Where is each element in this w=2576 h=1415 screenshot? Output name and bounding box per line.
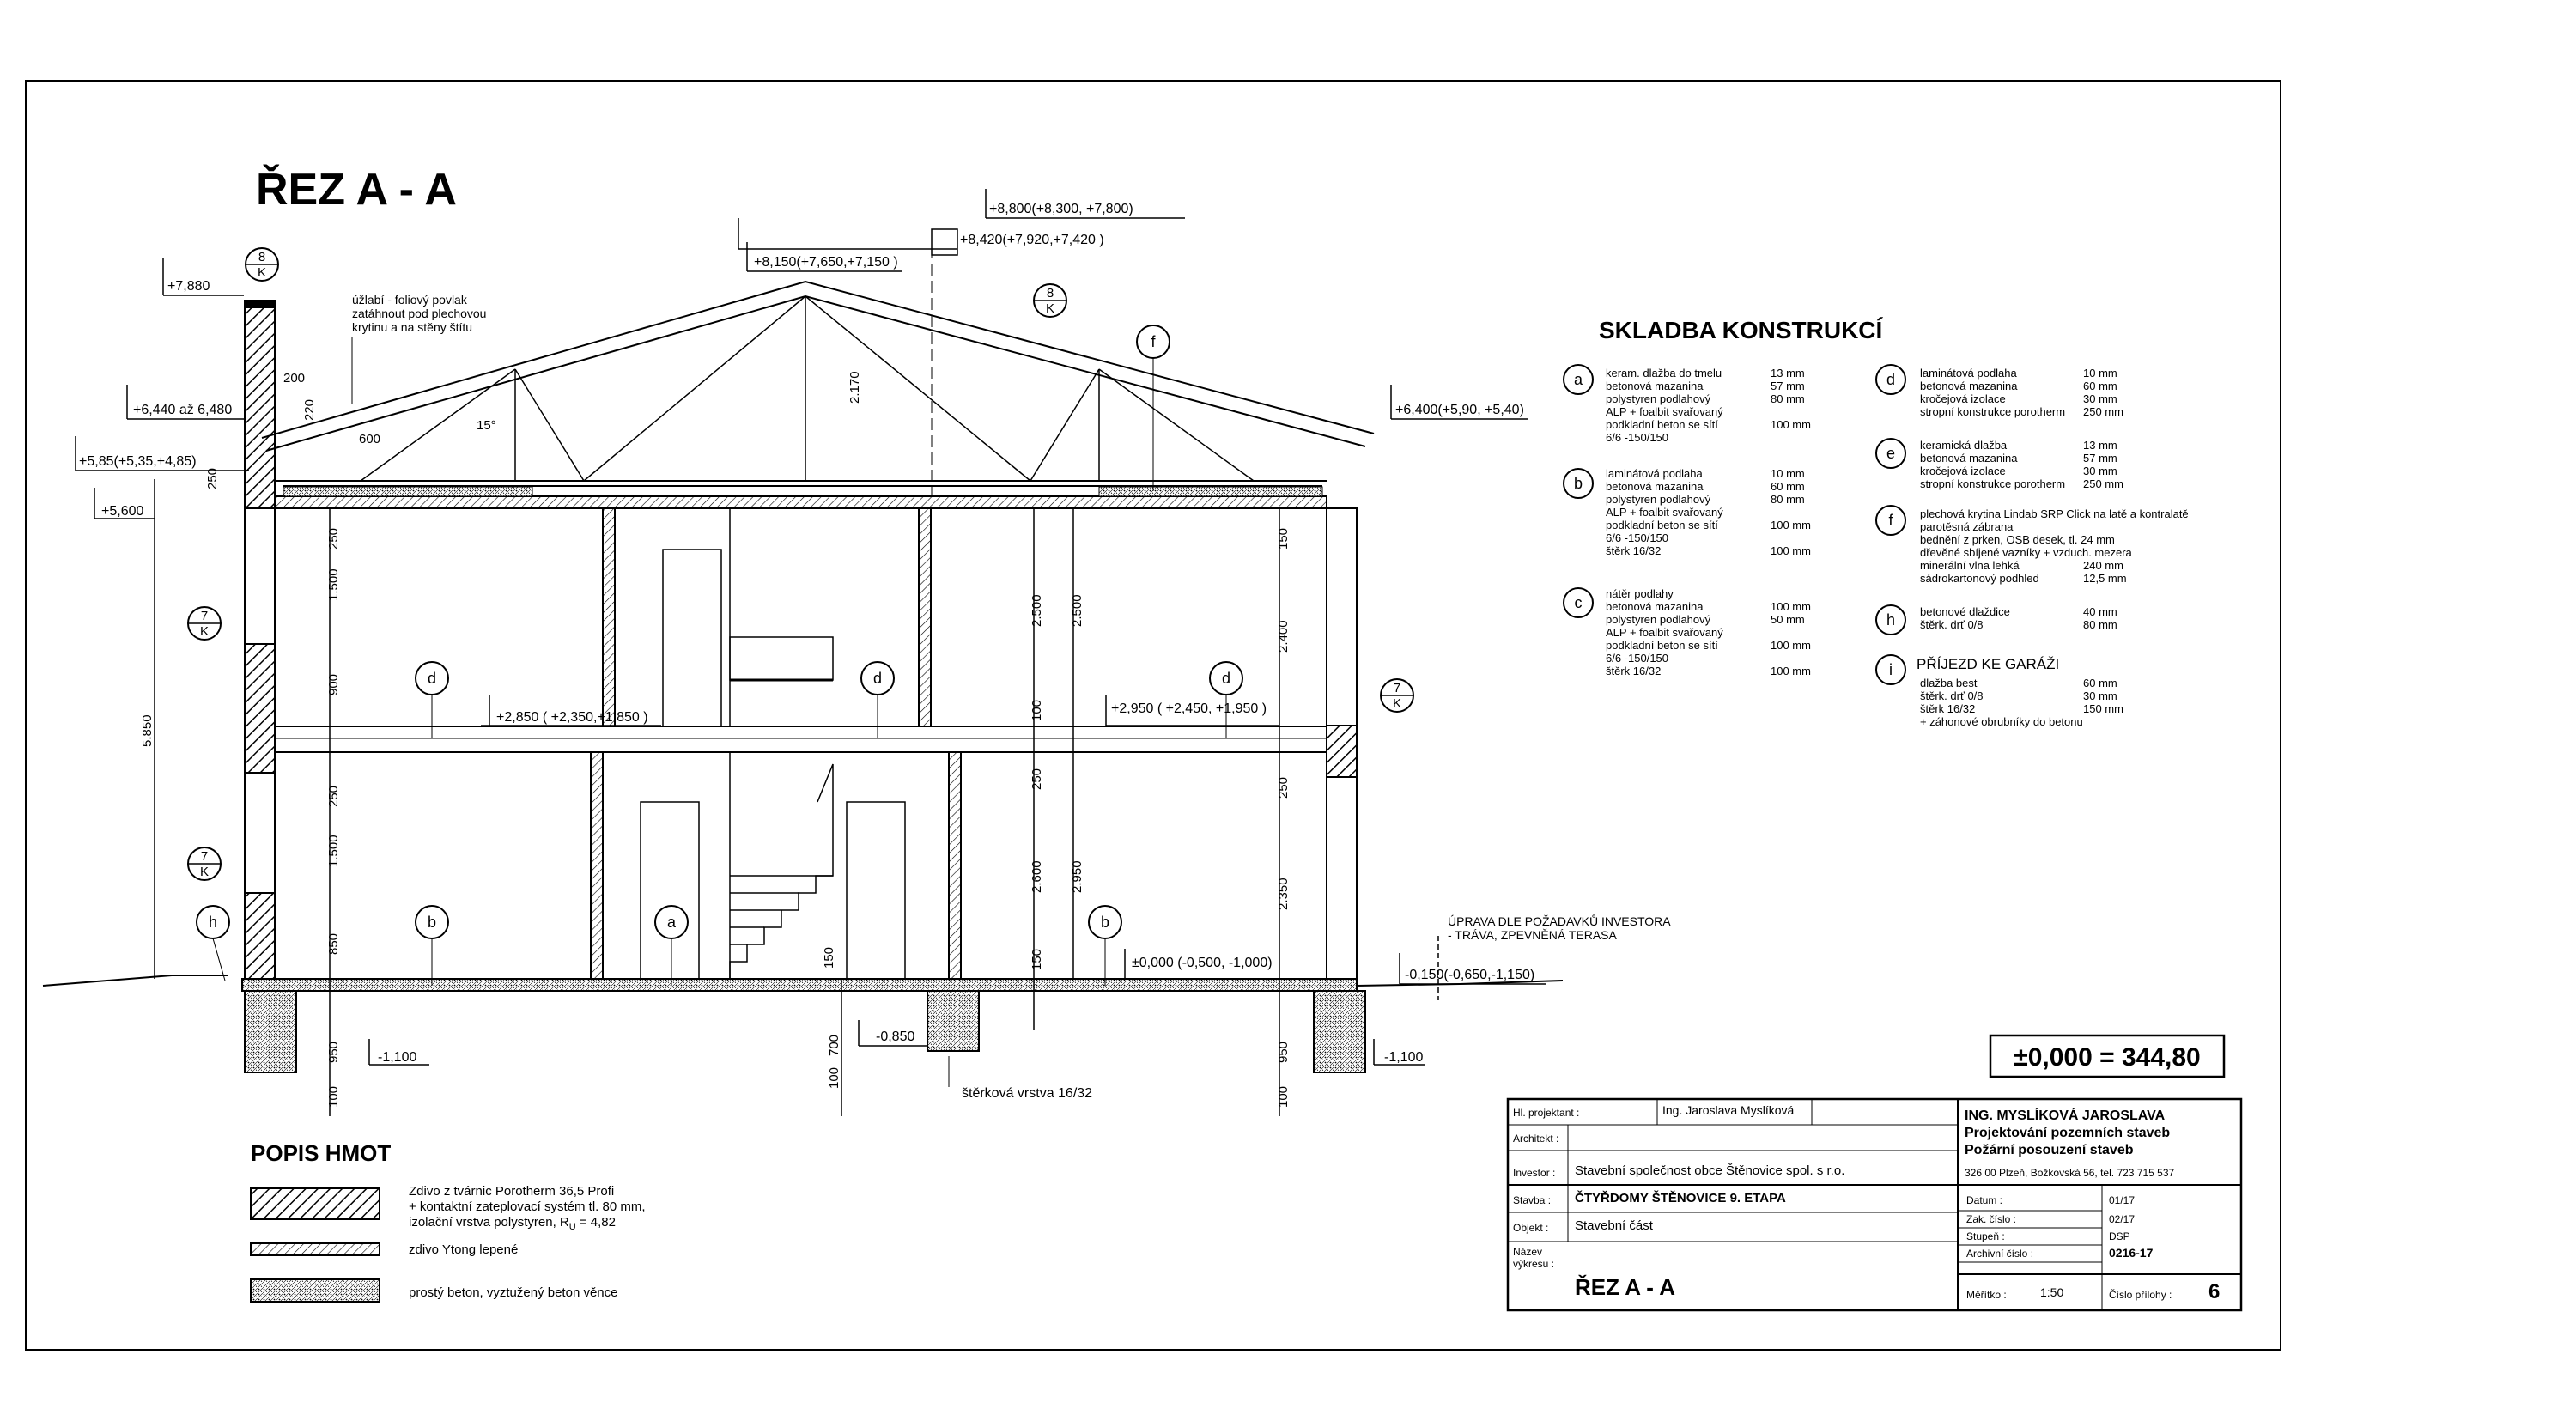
- svg-text:8: 8: [258, 250, 266, 264]
- tb-label-datum: Datum :: [1966, 1194, 2003, 1206]
- dim-250-c: 250: [1030, 768, 1044, 790]
- svg-text:minerální vlna lehká: minerální vlna lehká: [1920, 559, 2020, 572]
- tb-label-meritko: Měřítko :: [1966, 1289, 2007, 1301]
- drawing-marker-h: [197, 906, 229, 938]
- svg-text:240 mm: 240 mm: [2083, 559, 2123, 572]
- tb-label-architekt: Architekt :: [1513, 1133, 1559, 1145]
- svg-text:6/6 -150/150: 6/6 -150/150: [1606, 431, 1669, 444]
- svg-text:7: 7: [200, 609, 209, 623]
- dim-950-b: 950: [1276, 1041, 1291, 1063]
- svg-text:100 mm: 100 mm: [1771, 418, 1811, 431]
- svg-text:stropní konstrukce porotherm: stropní konstrukce porotherm: [1920, 477, 2066, 490]
- drawing-marker-b-1: [416, 906, 448, 938]
- terrain-note-2: - TRÁVA, ZPEVNĚNÁ TERASA: [1448, 928, 1617, 942]
- svg-text:80 mm: 80 mm: [1771, 392, 1805, 405]
- svg-text:6/6 -150/150: 6/6 -150/150: [1606, 652, 1669, 665]
- dim-2600: 2.600: [1030, 860, 1044, 893]
- svg-text:250 mm: 250 mm: [2083, 477, 2123, 490]
- wall-left-window-2: [245, 893, 275, 979]
- tb-investor: Stavební společnost obce Štěnovice spol. s r.o.: [1575, 1163, 1845, 1178]
- drawing-marker-d-3: [1210, 662, 1242, 695]
- svg-text:d: d: [1886, 371, 1896, 388]
- composition-i: [1876, 655, 2123, 728]
- dim-1500-a: 1.500: [326, 568, 341, 601]
- svg-text:podkladní beton se sítí: podkladní beton se sítí: [1606, 519, 1718, 531]
- svg-text:40 mm: 40 mm: [2083, 605, 2117, 618]
- svg-text:60 mm: 60 mm: [2083, 677, 2117, 689]
- section-marker-7k-2: [1381, 679, 1413, 712]
- svg-text:60 mm: 60 mm: [2083, 380, 2117, 392]
- svg-text:polystyren podlahový: polystyren podlahový: [1606, 493, 1711, 506]
- dim-250-d: 250: [1276, 776, 1291, 799]
- level-lines: [76, 189, 1546, 1116]
- section-marker-8k-right: [1034, 284, 1066, 317]
- svg-text:štěrk 16/32: štěrk 16/32: [1920, 702, 1976, 715]
- svg-text:podkladní beton se sítí: podkladní beton se sítí: [1606, 418, 1718, 431]
- svg-text:betonové dlaždice: betonové dlaždice: [1920, 605, 2010, 618]
- dim-250-b: 250: [326, 785, 341, 807]
- tb-datum: 01/17: [2109, 1194, 2136, 1206]
- svg-text:8: 8: [1046, 286, 1054, 301]
- svg-text:13 mm: 13 mm: [2083, 439, 2117, 452]
- svg-text:kročejová izolace: kročejová izolace: [1920, 465, 2006, 477]
- wall-left-window-1: [245, 644, 275, 773]
- level-left-eave: +6,440 až 6,480: [133, 403, 233, 417]
- svg-text:250 mm: 250 mm: [2083, 405, 2123, 418]
- svg-text:60 mm: 60 mm: [1771, 480, 1805, 493]
- level-floor1: ±0,000 (-0,500, -1,000): [1132, 956, 1273, 970]
- door-upper: [663, 550, 721, 726]
- dim-200: 200: [283, 371, 306, 386]
- dim-150-a: 150: [1030, 948, 1044, 970]
- svg-text:dřevěné sbíjené vazníky + vzdu: dřevěné sbíjené vazníky + vzduch. mezera: [1920, 546, 2132, 559]
- svg-text:c: c: [1574, 594, 1583, 611]
- tb-label-investor: Investor :: [1513, 1167, 1556, 1179]
- level-floor2-right: +2,950 ( +2,450, +1,950 ): [1111, 701, 1267, 716]
- svg-text:betonová mazanina: betonová mazanina: [1920, 452, 2018, 465]
- tb-label-projektant: Hl. projektant :: [1513, 1107, 1580, 1119]
- svg-text:betonová mazanina: betonová mazanina: [1606, 380, 1704, 392]
- insulation-left: [283, 487, 532, 496]
- section-marker-7k-3: [188, 847, 221, 880]
- tb-label-archiv: Archivní číslo :: [1966, 1248, 2034, 1260]
- floor-slab: [275, 726, 1327, 752]
- svg-text:a: a: [1573, 371, 1583, 388]
- svg-text:laminátová podlaha: laminátová podlaha: [1606, 467, 1703, 480]
- level-right-eave: +6,400(+5,90, +5,40): [1395, 403, 1524, 417]
- terrain-left: [43, 975, 228, 986]
- svg-text:12,5 mm: 12,5 mm: [2083, 572, 2127, 585]
- partition-lower-2: [949, 752, 961, 979]
- dim-1500-b: 1.500: [326, 835, 341, 867]
- partition-upper-2: [919, 508, 931, 726]
- svg-text:betonová mazanina: betonová mazanina: [1606, 480, 1704, 493]
- svg-text:ALP + foalbit svařovaný: ALP + foalbit svařovaný: [1606, 506, 1723, 519]
- tb-label-nazev-1: Název: [1513, 1246, 1543, 1258]
- dim-100-a: 100: [326, 1085, 341, 1108]
- svg-text:kročejová izolace: kročejová izolace: [1920, 392, 2006, 405]
- composition-d: [1876, 365, 2123, 418]
- svg-text:100 mm: 100 mm: [1771, 544, 1811, 557]
- dim-150-c: 150: [822, 946, 836, 969]
- level-left-5850: +5,85(+5,35,+4,85): [79, 454, 197, 469]
- dim-2950: 2.950: [1070, 860, 1084, 893]
- dim-250-e: 250: [205, 467, 220, 489]
- level-foot-right: -1,100: [1384, 1050, 1424, 1065]
- svg-text:7: 7: [1393, 681, 1401, 695]
- tb-label-objekt: Objekt :: [1513, 1222, 1549, 1234]
- level-ridge-mid: +8,420(+7,920,+7,420 ): [960, 233, 1104, 247]
- tb-zak: 02/17: [2109, 1213, 2136, 1225]
- foundation-left: [245, 991, 296, 1072]
- gravel-note: štěrková vrstva 16/32: [962, 1086, 1093, 1101]
- partition-lower-1: [591, 752, 603, 979]
- svg-text:a: a: [666, 914, 677, 931]
- svg-text:10 mm: 10 mm: [2083, 367, 2117, 380]
- svg-text:polystyren podlahový: polystyren podlahový: [1606, 613, 1711, 626]
- svg-text:K: K: [1045, 301, 1055, 316]
- chimney-wall: [245, 301, 275, 508]
- level-left-5600: +5,600: [101, 504, 144, 519]
- svg-text:+ kontaktní zateplovací systém: + kontaktní zateplovací systém tl. 80 mm,: [409, 1199, 646, 1214]
- svg-text:7: 7: [200, 849, 209, 864]
- svg-text:d: d: [1221, 670, 1231, 687]
- foundation-mid: [927, 991, 979, 1051]
- tb-archiv: 0216-17: [2109, 1246, 2154, 1260]
- tb-meritko: 1:50: [2040, 1285, 2064, 1299]
- svg-text:zdivo Ytong lepené: zdivo Ytong lepené: [409, 1242, 519, 1257]
- dim-2170: 2.170: [848, 371, 862, 404]
- ceiling-slab: [275, 496, 1327, 508]
- svg-text:bednění z prken, OSB desek, tl: bednění z prken, OSB desek, tl. 24 mm: [1920, 533, 2115, 546]
- composition-a: [1564, 365, 1811, 444]
- svg-text:100 mm: 100 mm: [1771, 665, 1811, 677]
- roof-angle: 15°: [477, 418, 496, 433]
- svg-text:100 mm: 100 mm: [1771, 519, 1811, 531]
- svg-text:dlažba best: dlažba best: [1920, 677, 1978, 689]
- composition-h: [1876, 605, 2117, 635]
- svg-text:f: f: [1151, 333, 1156, 350]
- svg-text:30 mm: 30 mm: [2083, 689, 2117, 702]
- gutter-note-3: krytinu a na stěny štítu: [352, 320, 473, 334]
- foundation-right: [1314, 991, 1365, 1072]
- svg-text:e: e: [1886, 445, 1896, 462]
- dim-100-c: 100: [1276, 1085, 1291, 1108]
- svg-text:ALP + foalbit svařovaný: ALP + foalbit svařovaný: [1606, 626, 1723, 639]
- tb-projektant: Ing. Jaroslava Myslíková: [1662, 1103, 1795, 1117]
- tb-objekt: Stavební část: [1575, 1218, 1653, 1233]
- svg-text:30 mm: 30 mm: [2083, 392, 2117, 405]
- svg-text:štěrk. drť 0/8: štěrk. drť 0/8: [1920, 689, 1984, 702]
- tb-company-1: ING. MYSLÍKOVÁ JAROSLAVA: [1965, 1108, 2166, 1123]
- tb-stupen: DSP: [2109, 1230, 2130, 1242]
- svg-text:ALP + foalbit svařovaný: ALP + foalbit svařovaný: [1606, 405, 1723, 418]
- svg-text:6/6 -150/150: 6/6 -150/150: [1606, 531, 1669, 544]
- svg-text:b: b: [1100, 914, 1110, 931]
- svg-text:K: K: [199, 624, 210, 639]
- drawing-marker-a: [655, 906, 688, 938]
- svg-text:h: h: [1886, 611, 1896, 629]
- level-reference-box: [1990, 1035, 2224, 1077]
- dim-850: 850: [326, 932, 341, 955]
- dim-700: 700: [827, 1034, 841, 1056]
- drawing-marker-f: [1137, 325, 1170, 358]
- svg-text:80 mm: 80 mm: [1771, 493, 1805, 506]
- tb-company-3: Požární posouzení staveb: [1965, 1143, 2134, 1157]
- composition-c: [1564, 587, 1811, 677]
- tb-nazev: ŘEZ A - A: [1575, 1274, 1675, 1300]
- level-ridge-top: +8,800(+8,300, +7,800): [989, 202, 1133, 216]
- composition-e: [1876, 439, 2123, 490]
- section-marker-8k-left: [246, 248, 278, 281]
- svg-text:10 mm: 10 mm: [1771, 467, 1805, 480]
- svg-text:d: d: [872, 670, 883, 687]
- tb-label-zak: Zak. číslo :: [1966, 1213, 2017, 1225]
- svg-text:30 mm: 30 mm: [2083, 465, 2117, 477]
- svg-text:b: b: [1573, 475, 1583, 492]
- svg-text:sádrokartonový podhled: sádrokartonový podhled: [1920, 572, 2039, 585]
- svg-text:57 mm: 57 mm: [1771, 380, 1805, 392]
- materials-heading: POPIS HMOT: [251, 1140, 392, 1166]
- section-title: ŘEZ A - A: [256, 165, 457, 215]
- level-foot-mid: -0,850: [876, 1029, 915, 1044]
- drawing-marker-d-2: [861, 662, 894, 695]
- material-beton: [251, 1279, 617, 1302]
- tb-label-stavba: Stavba :: [1513, 1194, 1552, 1206]
- material-porotherm: [251, 1184, 646, 1232]
- level-chimney-top: +7,880: [167, 279, 210, 294]
- level-ridge-low: +8,150(+7,650,+7,150 ): [754, 255, 898, 270]
- section-marker-7k-1: [188, 607, 221, 640]
- level-terrain-right: -0,150(-0,650,-1,150): [1405, 968, 1535, 982]
- svg-text:izolační vrstva polystyren, RU: izolační vrstva polystyren, $R_U = 4,82$: [409, 1215, 616, 1232]
- tb-label-nazev-2: výkresu :: [1513, 1258, 1555, 1270]
- chimney-cap: [245, 301, 275, 307]
- svg-text:+ záhonové obrubníky do betonu: + záhonové obrubníky do betonu: [1920, 715, 2083, 728]
- wall-right-lintel: [1327, 726, 1357, 777]
- tb-label-stupen: Stupeň :: [1966, 1230, 2005, 1242]
- dim-250-a: 250: [326, 527, 341, 550]
- composition-b: [1564, 467, 1811, 557]
- dim-2350: 2.350: [1276, 878, 1291, 910]
- tb-company-2: Projektování pozemních staveb: [1965, 1126, 2171, 1140]
- level-floor2-left: +2,850 ( +2,350,+1,850 ): [496, 710, 648, 725]
- svg-text:d: d: [427, 670, 437, 687]
- svg-text:podkladní beton se sítí: podkladní beton se sítí: [1606, 639, 1718, 652]
- drawing-marker-b-2: [1089, 906, 1121, 938]
- svg-text:štěrk 16/32: štěrk 16/32: [1606, 544, 1662, 557]
- svg-text:h: h: [208, 914, 218, 931]
- dim-600: 600: [359, 432, 381, 446]
- svg-text:50 mm: 50 mm: [1771, 613, 1805, 626]
- gutter-note-2: zatáhnout pod plechovou: [352, 307, 487, 320]
- svg-text:13 mm: 13 mm: [1771, 367, 1805, 380]
- svg-text:stropní konstrukce porotherm: stropní konstrukce porotherm: [1920, 405, 2066, 418]
- insulation-right: [1099, 487, 1322, 496]
- gutter-note-1: úžlabí - foliový povlak: [352, 293, 467, 307]
- svg-text:laminátová podlaha: laminátová podlaha: [1920, 367, 2017, 380]
- level-foot-left: -1,100: [378, 1050, 417, 1065]
- composition-heading: SKLADBA KONSTRUKCÍ: [1599, 317, 1883, 343]
- door-lower-1: [641, 802, 699, 979]
- dim-220: 220: [302, 398, 317, 421]
- tb-address: 326 00 Plzeň, Božkovská 56, tel. 723 715 537: [1965, 1167, 2175, 1179]
- svg-text:plechová krytina Lindab SRP Cl: plechová krytina Lindab SRP Click na latě a kontralatě: [1920, 507, 2189, 520]
- svg-text:b: b: [427, 914, 437, 931]
- dim-900: 900: [326, 673, 341, 695]
- ground-slab: [242, 979, 1357, 991]
- terrain-note-1: ÚPRAVA DLE POŽADAVKŮ INVESTORA: [1448, 914, 1671, 928]
- svg-text:i: i: [1889, 661, 1893, 678]
- svg-text:100 mm: 100 mm: [1771, 639, 1811, 652]
- door-lower-2: [847, 802, 905, 979]
- building-section: [43, 229, 1563, 1072]
- dim-total: 5.850: [140, 714, 155, 747]
- staircase: [730, 637, 833, 979]
- svg-text:betonová mazanina: betonová mazanina: [1920, 380, 2018, 392]
- svg-text:keram. dlažba do tmelu: keram. dlažba do tmelu: [1606, 367, 1722, 380]
- svg-text:parotěsná zábrana: parotěsná zábrana: [1920, 520, 2014, 533]
- tb-stavba: ČTYŘDOMY ŠTĚNOVICE 9. ETAPA: [1575, 1191, 1786, 1205]
- svg-text:prostý beton, vyztužený beton: prostý beton, vyztužený beton věnce: [409, 1285, 618, 1300]
- svg-text:80 mm: 80 mm: [2083, 618, 2117, 631]
- svg-text:f: f: [1888, 512, 1893, 529]
- svg-text:±0,000 = 344,80: ±0,000 = 344,80: [2014, 1043, 2201, 1072]
- tb-label-priloha: Číslo přílohy :: [2109, 1289, 2172, 1301]
- dim-150-b: 150: [1276, 527, 1291, 550]
- svg-text:K: K: [199, 865, 210, 879]
- dim-100-d: 100: [827, 1066, 841, 1089]
- drawing-marker-d-1: [416, 662, 448, 695]
- dim-2500-b: 2.500: [1070, 594, 1084, 627]
- svg-text:keramická dlažba: keramická dlažba: [1920, 439, 2008, 452]
- svg-text:štěrk. drť 0/8: štěrk. drť 0/8: [1920, 618, 1984, 631]
- material-ytong: [251, 1242, 518, 1257]
- svg-text:štěrk 16/32: štěrk 16/32: [1606, 665, 1662, 677]
- svg-text:K: K: [257, 265, 267, 280]
- dim-100-b: 100: [1030, 699, 1044, 721]
- partition-upper-1: [603, 508, 615, 726]
- svg-text:Zdivo z tvárnic Porotherm 36,5: Zdivo z tvárnic Porotherm 36,5 Profi: [409, 1184, 615, 1199]
- dim-2500-a: 2.500: [1030, 594, 1044, 627]
- svg-text:57 mm: 57 mm: [2083, 452, 2117, 465]
- dim-950-a: 950: [326, 1041, 341, 1063]
- svg-text:polystyren podlahový: polystyren podlahový: [1606, 392, 1711, 405]
- svg-text:betonová mazanina: betonová mazanina: [1606, 600, 1704, 613]
- svg-text:nátěr podlahy: nátěr podlahy: [1606, 587, 1674, 600]
- svg-text:K: K: [1392, 696, 1402, 711]
- svg-text:150 mm: 150 mm: [2083, 702, 2123, 715]
- dim-2400: 2.400: [1276, 620, 1291, 653]
- svg-text:100 mm: 100 mm: [1771, 600, 1811, 613]
- composition-f: [1876, 506, 2189, 585]
- tb-priloha: 6: [2208, 1280, 2221, 1303]
- svg-text:PŘÍJEZD KE GARÁŽI: PŘÍJEZD KE GARÁŽI: [1917, 656, 2060, 672]
